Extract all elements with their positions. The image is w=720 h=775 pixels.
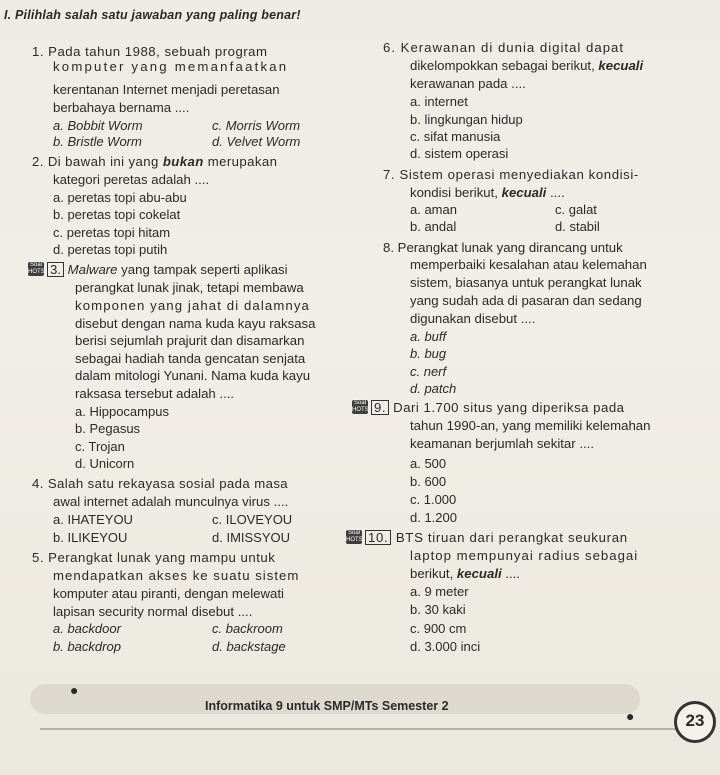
book-title-footer: Informatika 9 untuk SMP/MTs Semester 2: [205, 699, 449, 713]
q5-line: mendapatkan akses ke suatu sistem: [53, 568, 300, 583]
q9-number: 9.: [371, 400, 389, 415]
footer-dot-icon: ●: [70, 682, 79, 698]
q5-line: lapisan security normal disebut ....: [53, 604, 253, 619]
q10-option-d[interactable]: d. 3.000 inci: [410, 639, 481, 654]
q6-line: 6. Kerawanan di dunia digital dapat: [383, 40, 625, 55]
q3-line: disebut dengan nama kuda kayu raksasa: [75, 316, 316, 331]
q2-option-a[interactable]: a. peretas topi abu-abu: [53, 190, 187, 205]
q2-line: kategori peretas adalah ....: [53, 172, 210, 187]
q9-option-b[interactable]: b. 600: [410, 474, 447, 489]
q8-line: 8. Perangkat lunak yang dirancang untuk: [383, 240, 623, 255]
q10-option-a[interactable]: a. 9 meter: [410, 584, 469, 599]
q8-line: sistem, biasanya untuk perangkat lunak: [410, 275, 642, 290]
q7-line: 7. Sistem operasi menyediakan kondisi-: [383, 167, 639, 182]
q2-option-c[interactable]: c. peretas topi hitam: [53, 225, 171, 240]
q9-line: 9. Dari 1.700 situs yang diperiksa pada: [371, 400, 625, 415]
q1-option-b[interactable]: b. Bristle Worm: [53, 134, 142, 149]
q1-option-a[interactable]: a. Bobbit Worm: [53, 118, 143, 133]
q9-line: tahun 1990-an, yang memiliki kelemahan: [410, 418, 651, 433]
q7-option-c[interactable]: c. galat: [555, 202, 597, 217]
q5-option-a[interactable]: a. backdoor: [53, 621, 121, 636]
q10-option-b[interactable]: b. 30 kaki: [410, 602, 466, 617]
footer-dot-icon: ●: [626, 708, 635, 724]
q3-line: perangkat lunak jinak, tetapi membawa: [75, 280, 304, 295]
q3-option-b[interactable]: b. Pegasus: [75, 421, 141, 436]
q5-option-c[interactable]: c. backroom: [212, 621, 283, 636]
q4-option-b[interactable]: b. ILIKEYOU: [53, 530, 128, 545]
q6-line: kerawanan pada ....: [410, 76, 526, 91]
q8-line: digunakan disebut ....: [410, 311, 536, 326]
q2-option-d[interactable]: d. peretas topi putih: [53, 242, 168, 257]
q1-line: 1. Pada tahun 1988, sebuah program: [32, 44, 268, 59]
q4-option-d[interactable]: d. IMISSYOU: [212, 530, 291, 545]
q8-option-d[interactable]: d. patch: [410, 381, 457, 396]
q7-option-a[interactable]: a. aman: [410, 202, 457, 217]
hots-badge: Soal HOTS: [346, 530, 363, 543]
q3-option-d[interactable]: d. Unicorn: [75, 456, 135, 471]
q1-line: berbahaya bernama ....: [53, 100, 190, 115]
q10-line: berikut, kecuali ....: [410, 566, 520, 581]
q1-line: komputer yang memanfaatkan: [53, 59, 289, 74]
q1-option-d[interactable]: d. Velvet Worm: [212, 134, 301, 149]
q3-line: komponen yang jahat di dalamnya: [75, 298, 310, 313]
q9-option-c[interactable]: c. 1.000: [410, 492, 457, 507]
q9-option-d[interactable]: d. 1.200: [410, 510, 457, 525]
hots-badge: Soal HOTS: [352, 400, 369, 413]
q2-line: 2. Di bawah ini yang bukan merupakan: [32, 154, 278, 169]
q1-option-c[interactable]: c. Morris Worm: [212, 118, 301, 133]
q3-line: 3. Malware yang tampak seperti aplikasi: [47, 262, 288, 277]
q10-line: laptop mempunyai radius sebagai: [410, 548, 639, 563]
q7-option-d[interactable]: d. stabil: [555, 219, 600, 234]
q8-line: yang sudah ada di pasaran dan sedang: [410, 293, 642, 308]
q8-line: memperbaiki kesalahan atau kelemahan: [410, 257, 647, 272]
q5-line: 5. Perangkat lunak yang mampu untuk: [32, 550, 276, 565]
q3-line: berisi sejumlah prajurit dan disamarkan: [75, 333, 305, 348]
q3-option-c[interactable]: c. Trojan: [75, 439, 125, 454]
q6-option-a[interactable]: a. internet: [410, 94, 468, 109]
q6-option-d[interactable]: d. sistem operasi: [410, 146, 509, 161]
q10-option-c[interactable]: c. 900 cm: [410, 621, 467, 636]
q9-option-a[interactable]: a. 500: [410, 456, 447, 471]
q5-line: komputer atau piranti, dengan melewati: [53, 586, 284, 601]
footer-divider: [40, 728, 680, 730]
q8-option-c[interactable]: c. nerf: [410, 364, 447, 379]
q7-line: kondisi berikut, kecuali ....: [410, 185, 565, 200]
q3-number: 3.: [47, 262, 64, 277]
q9-line: keamanan berjumlah sekitar ....: [410, 436, 594, 451]
q5-option-d[interactable]: d. backstage: [212, 639, 286, 654]
section-instruction: I. Pilihlah salah satu jawaban yang paling benar!: [4, 8, 301, 22]
q5-option-b[interactable]: b. backdrop: [53, 639, 121, 654]
q4-option-c[interactable]: c. ILOVEYOU: [212, 512, 293, 527]
q3-option-a[interactable]: a. Hippocampus: [75, 404, 169, 419]
q6-option-b[interactable]: b. lingkungan hidup: [410, 112, 523, 127]
q2-option-b[interactable]: b. peretas topi cokelat: [53, 207, 181, 222]
hots-badge: Soal HOTS: [28, 262, 45, 275]
q7-option-b[interactable]: b. andal: [410, 219, 457, 234]
q3-line: dalam mitologi Yunani. Nama kuda kayu: [75, 368, 311, 383]
q10-number: 10.: [365, 530, 391, 545]
q8-option-a[interactable]: a. buff: [410, 329, 447, 344]
q4-line: awal internet adalah munculnya virus ....: [53, 494, 289, 509]
q10-line: 10. BTS tiruan dari perangkat seukuran: [365, 530, 628, 545]
q4-line: 4. Salah satu rekayasa sosial pada masa: [32, 476, 289, 491]
q3-line: raksasa tersebut adalah ....: [75, 386, 235, 401]
page-number: 23: [674, 701, 716, 743]
q3-line: sebagai hadiah tanda gencatan senjata: [75, 351, 306, 366]
q8-option-b[interactable]: b. bug: [410, 346, 447, 361]
q6-line: dikelompokkan sebagai berikut, kecuali: [410, 58, 644, 73]
q4-option-a[interactable]: a. IHATEYOU: [53, 512, 133, 527]
q1-line: kerentanan Internet menjadi peretasan: [53, 82, 280, 97]
q6-option-c[interactable]: c. sifat manusia: [410, 129, 501, 144]
